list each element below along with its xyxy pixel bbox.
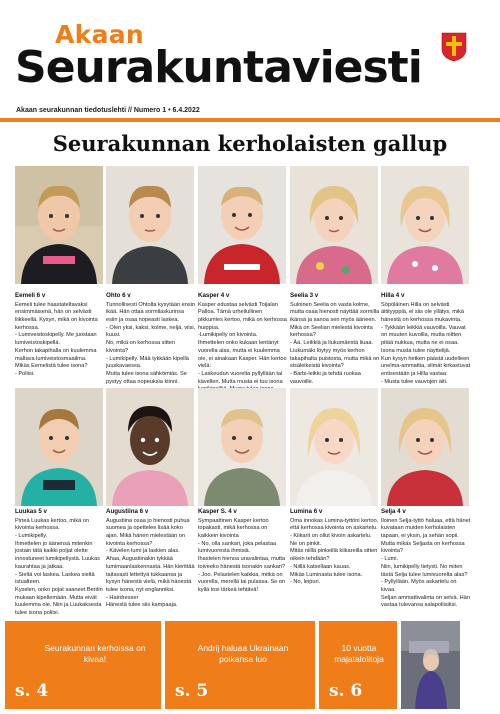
page-headline: Seurakunnan kerholaisten gallup	[52, 131, 448, 156]
teaser-page: s. 6	[329, 681, 363, 701]
gallup-entry-ohto	[106, 292, 196, 386]
gallup-entry-augustiina	[106, 508, 196, 610]
kid-name: Selja 4 v	[381, 508, 406, 515]
kid-photo-hilla	[381, 166, 469, 284]
teaser-majatalo[interactable]	[319, 621, 397, 709]
teaser-page: s. 5	[175, 681, 209, 701]
kid-photo-ohto	[106, 166, 194, 284]
kid-photo-kasper	[198, 166, 286, 284]
kid-name: Seelia 3 v	[290, 292, 319, 299]
kid-answer: Sympaattinen Kasper kertoo topakasti, mikä kerhossa on kaikkein kivointa - No, olla sankari, joka pelastaa lumivuoresta ihmisiä. Ihastelen hienoa uravalintaa, mutta toiveeko hänestä isonakin sankari? - Joo. Pelastelen kaikkia, mitkä on vuorella, merellä tai pulassa. Se on kyllä tosi tärkeä tehtävä!	[198, 517, 286, 594]
kid-answer: Iloinen Selja-tyttö haluaa, että hänet kuvataan muiden kerholaisten tapaan, ei yksin, ja sehän sopii. Mutta mikäs Seljasta on kerhossa kivointa? - Lumi. Niin, lumikipelly tietysti. No miten tästä Selja tulee lumivuorelta alas? - Pyllyllään. Myös askartelu on kivaa. Seljan ammattivalinta on selvä. Hän vastaa tulevansa salapoliisiksi.	[381, 517, 471, 609]
kid-answer: Eemeli tulee haastateltavaksi ensimmäisenä, hän on selvästi liikkeellä. Kysyn, mikä on kivointa kerhossa. - Lumiveistoskipelly. Me juostaan lumiveistoskipellä. Kerhon takapihalla on kuulemma maltava lumiveistosmaailma. Mikäs Eemelistä tulee isona? - Poliisi.	[15, 301, 98, 378]
kid-photo-luukas	[15, 388, 103, 506]
gallup-entry-luukas	[15, 508, 105, 618]
kid-photo-selja	[381, 388, 469, 506]
kid-name: Ohto 6 v	[106, 292, 131, 299]
teaser-title: Andrij haluaa Ukrainaan poikansa luo	[197, 643, 289, 664]
kid-photo-kasper-s	[198, 388, 286, 506]
masthead-title: Seurakuntaviesti	[15, 42, 422, 93]
teaser-title: Seurakunnan kerhoissa on kivaa!	[44, 643, 146, 664]
gallup-entry-hilla	[381, 292, 471, 386]
masthead-issue-info: Akaan seurakunnan tiedotuslehti // Numero 1 • 6.4.2022	[16, 107, 200, 114]
kid-answer: Augustiina osaa jo hienosti puhua suomea ja opettelee lisää koko ajan. Mikä hänen mielestään on kivointa kerhossa? - Kävelen lumi ja laskien alas. Ahaa, Augustiinakin tykkää lumimaanlaskennasta. Hän kierittää taitavasti lettettyä tukkaansa ja kysyn hänestä vielä, mikä hänestä tulee isona, nyt englanniksi. - Hairdresser Hänestä tulee siis kampaaja.	[106, 517, 195, 609]
kid-name: Luukas 5 v	[15, 508, 47, 515]
header-divider	[0, 118, 500, 122]
gallup-entry-kasper	[198, 292, 288, 402]
kid-photo-eemeli	[15, 166, 103, 284]
kid-photo-seelia	[290, 166, 378, 284]
kid-answer: Tunnollisesti Ohtolta kysytään ensin ikää. Hän ottaa sormilaskurinsa esiin ja osaa nopeasti laskea. - Olen yksi, kaksi, kolme, neljä, viisi, kuusi. No, mikä on kerhossa sitten kivointa? - Lumikipelly. Mää tykkään kipellä juuskavaessa. Mutta tulee isona sähkömiäs. Se pystyy ottaa nopeuksia kiinni.	[106, 301, 196, 385]
kid-answer: Söpöläinen Hilla on selvästi äitityyppiä, ei siis ole yllätys, mikä hänestä on kerhossa mukavinta. - Tykkään leikkiä vauvoilla. Vauvat on muuten kuvoilla, mutta niitten pitää nukkua, mutta ne ei osaa. Isona musta tulee näyttelijä. Kun kysyn hetken päästä uudelleen unelma-ammattia, silmät kirkastuvat entisestään ja Hilla vastaa: - Musta tulee vauvojen äiti.	[381, 301, 471, 385]
gallup-entry-lumina	[290, 508, 380, 587]
gallup-entry-kasper-s	[198, 508, 288, 595]
kid-photo-lumina	[290, 388, 378, 506]
kid-answer: Pirteä Luukas kertoo, mikä on kivointa kerhossa. - Lumikipelly. Ihmettelen jo äänensä mitenkin jostain tätä kaikki poljat olette innostuneet lumikipellystä. Luukas kaurahtaa ja jatkaa. - Sieltä voi laskea. Laskea sieltä istualteen. Kyselen, onko pojat saaneet Beritin mukaan kipellemään. Mutta eivät kuulemma ole. Niin ja Luukaksesta tulee isona poliisi.	[15, 517, 103, 617]
gallup-entry-eemeli	[15, 292, 105, 379]
kid-name: Kasper S. 4 v	[198, 508, 237, 515]
kid-photo-augustiina	[106, 388, 194, 506]
kid-name: Augustiina 6 v	[106, 508, 149, 515]
kid-name: Eemeli 6 v	[15, 292, 46, 299]
kid-name: Lumina 6 v	[290, 508, 323, 515]
teaser-kerhoissa[interactable]	[5, 621, 161, 709]
footer-teasers	[0, 613, 500, 714]
masthead-kicker: Akaan	[55, 20, 145, 49]
kid-name: Hilla 4 v	[381, 292, 405, 299]
kid-answer: Oma innokas Lumina-tyttöni kertoo, että kerhossa kivointa on askartelu. - Kiikarit on ollut kivoin askartelu. Ne on pinkit. Mitäs niillä pinkeillä kiikareilla sitten oikein tehdään? - Niillä katsellaan kauas. Mikäs Luminasta tulee isona. - No, leipuri.	[290, 517, 379, 586]
church-crest-icon	[441, 32, 467, 62]
teaser-andrij[interactable]	[165, 621, 315, 709]
gallup-entry-seelia	[290, 292, 380, 386]
teaser-photo	[401, 621, 460, 709]
kid-answer: Suloinen Seelia on vasta kolme, mutta osaa hienosti näyttää sormilla ikänsä ja sanoa sen myös ääneen. Mikä on Seelian mielestä kivointa kerhossa? - Ää. Leikkiä ja liukumäestä liuaa. Liukumäki löytyy myös kerhon takapihalta puistosta, mutta mikä on sisäleikeistä kivointa? - Barbi-leikki ja tehdä ruokaa vauvoille.	[290, 301, 380, 385]
kid-name: Kasper 4 v	[198, 292, 230, 299]
teaser-page: s. 4	[15, 681, 49, 701]
kid-answer: Kasper edustaa selvästi Toijalan Palloa. Tämä urheilullinen pikkumies kertoo, mikä on kerhossa huippua. -Lumikipelly on kivointa. Ihmettelen onko kukaan lentänyt vuorella alas, mutta ei kuulemma ole, ei ainakaan Kasper. Hän kertoo vielä: - Laskeudun vuorelta pyllyllään tai kävellen. Mutta musta ei tuu isona	[198, 301, 287, 385]
teaser-title: 10 vuotta majatalolitoja	[334, 643, 384, 664]
gallup-entry-selja	[381, 508, 471, 610]
